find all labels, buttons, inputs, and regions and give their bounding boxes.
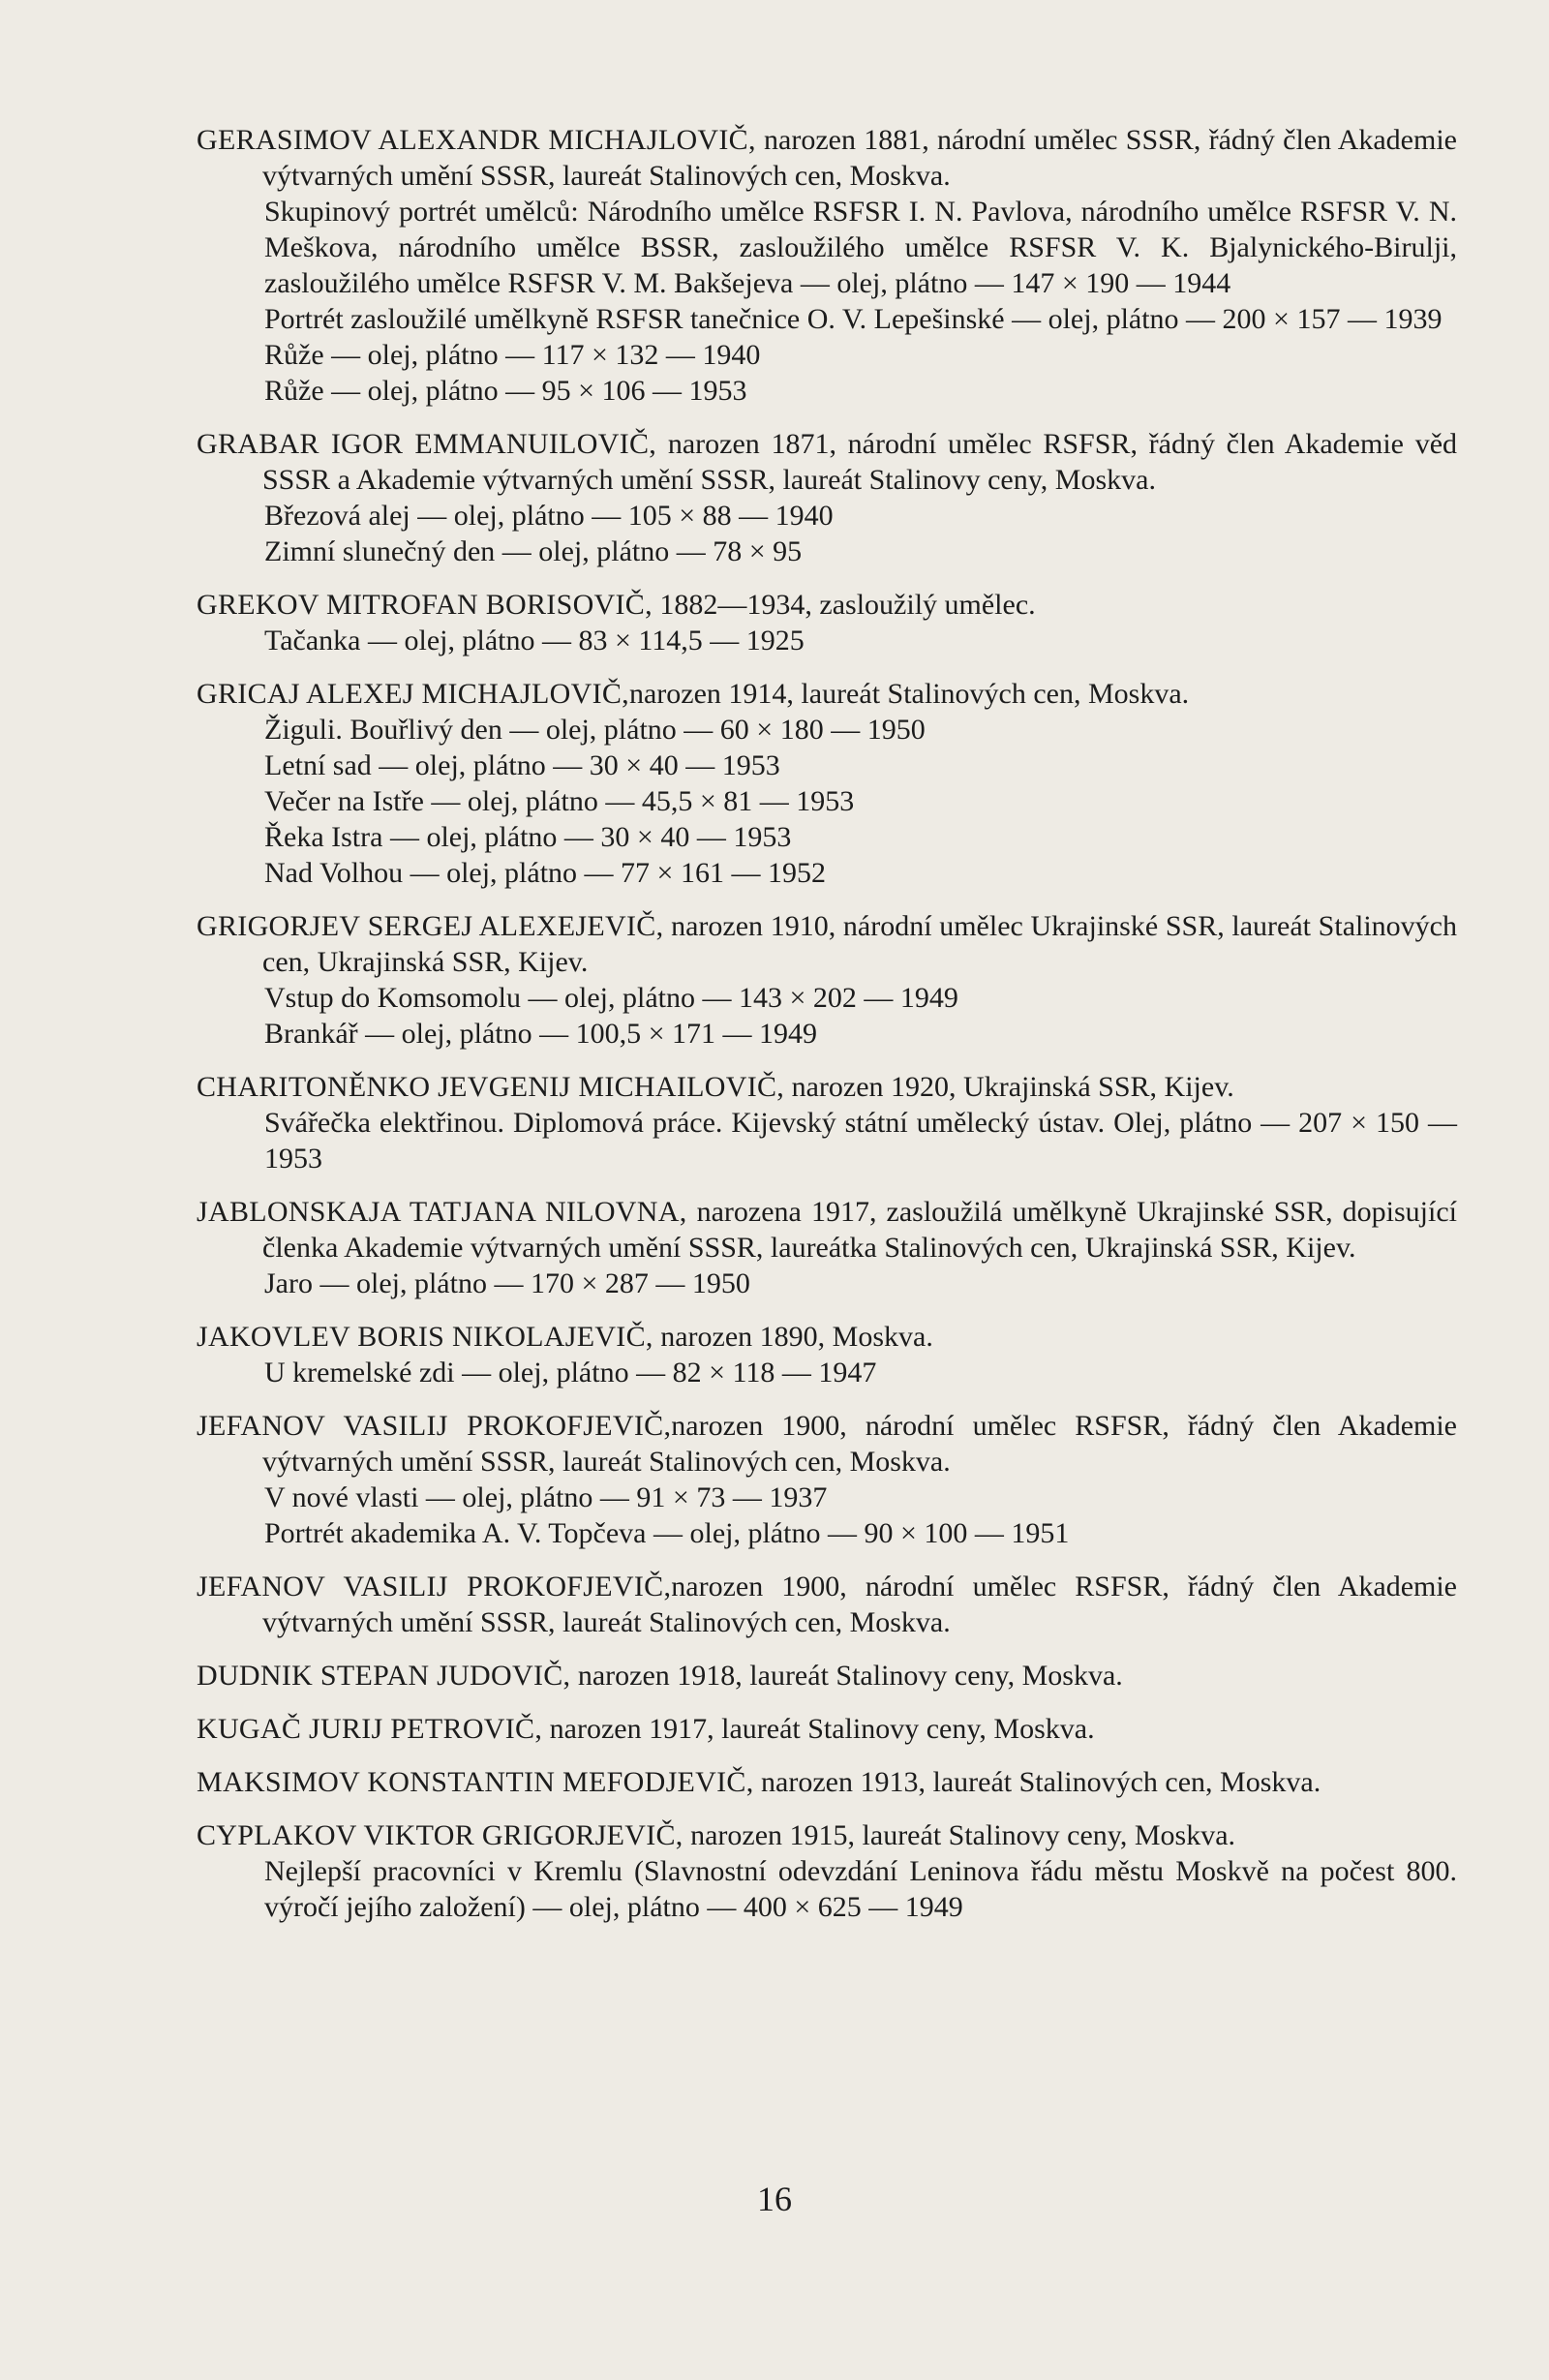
artist-name: CYPLAKOV VIKTOR GRIGORJEVIČ, <box>197 1819 683 1851</box>
artist-name: JEFANOV VASILIJ PROKOFJEVIČ, <box>197 1410 672 1442</box>
artist-info: 1882—1934, zasloužilý umělec. <box>652 589 1036 621</box>
artist-info: narozen 1871, národní umělec RSFSR, řádný člen Akademie věd SSSR a Akademie výtvarných umění SSSR, laureát Stalinovy ceny, Moskva. <box>262 428 1458 496</box>
artist-name: GREKOV MITROFAN BORISOVIČ, <box>197 589 653 621</box>
artwork-line: U kremelské zdi — olej, plátno — 82 × 118 — 1947 <box>264 1357 877 1388</box>
artist-name: GRIGORJEV SERGEJ ALEXEJEVIČ, <box>197 910 664 942</box>
artist-heading <box>197 122 1457 194</box>
artist-entry <box>197 1194 1457 1301</box>
artwork-line: Zimní slunečný den — olej, plátno — 78 × 95 <box>264 535 803 567</box>
artist-info: narozen 1918, laureát Stalinovy ceny, Moskva. <box>570 1660 1123 1692</box>
artist-entry <box>197 1658 1457 1693</box>
artist-entry <box>197 1408 1457 1551</box>
artist-info: narozen 1915, laureát Stalinovy ceny, Moskva. <box>683 1819 1236 1851</box>
artwork-line: Březová alej — olej, plátno — 105 × 88 — 1940 <box>264 500 834 532</box>
artist-entry <box>197 587 1457 658</box>
artwork-line: Portrét zasloužilé umělkyně RSFSR tanečnice O. V. Lepešinské — olej, plátno — 200 × 157 — 1939 <box>264 303 1443 335</box>
artist-name: DUDNIK STEPAN JUDOVIČ, <box>197 1660 571 1692</box>
artwork-line: Brankář — olej, plátno — 100,5 × 171 — 1949 <box>264 1018 818 1050</box>
artwork-line: Skupinový portrét umělců: Národního umělce RSFSR I. N. Pavlova, národního umělce RSFSR V. N. Meškova, národního umělce BSSR, zasloužilého umělce RSFSR V. K. Bjalynického-Birulji, zasloužilého umělce RSFSR V. M. Bakšejeva — olej, plátno — 147 × 190 — 1944 <box>264 196 1457 299</box>
artist-entry <box>197 676 1457 891</box>
artist-heading <box>197 426 1457 498</box>
artist-entry <box>197 908 1457 1052</box>
artist-entry <box>197 1569 1457 1640</box>
artist-name: GRABAR IGOR EMMANUILOVIČ, <box>197 428 657 460</box>
artist-entry <box>197 1817 1457 1925</box>
artist-entry <box>197 1711 1457 1747</box>
artwork-line: Růže — olej, plátno — 117 × 132 — 1940 <box>264 339 761 371</box>
page-number: 16 <box>757 2180 792 2218</box>
artwork-line: Jaro — olej, plátno — 170 × 287 — 1950 <box>264 1267 750 1299</box>
artist-name: JAKOVLEV BORIS NIKOLAJEVIČ, <box>197 1321 653 1353</box>
artist-entry <box>197 1069 1457 1176</box>
artist-name: MAKSIMOV KONSTANTIN MEFODJEVIČ, <box>197 1766 754 1798</box>
artist-name: KUGAČ JURIJ PETROVIČ, <box>197 1713 543 1745</box>
artwork-line: Řeka Istra — olej, plátno — 30 × 40 — 1953 <box>264 821 792 853</box>
artist-heading <box>197 1658 1457 1693</box>
artist-heading <box>197 1569 1457 1640</box>
artist-name: JABLONSKAJA TATJANA NILOVNA, <box>197 1196 687 1228</box>
artist-info: narozen 1920, Ukrajinská SSR, Kijev. <box>784 1071 1234 1103</box>
artwork-line: Vstup do Komsomolu — olej, plátno — 143 × 202 — 1949 <box>264 982 958 1014</box>
artist-info: narozen 1910, národní umělec Ukrajinské SSR, laureát Stalinových cen, Ukrajinská SSR, Kijev. <box>262 910 1457 978</box>
artist-name: GERASIMOV ALEXANDR MICHAJLOVIČ, <box>197 124 756 156</box>
artist-heading <box>197 587 1457 623</box>
artwork-line: Portrét akademika A. V. Topčeva — olej, plátno — 90 × 100 — 1951 <box>264 1517 1070 1549</box>
artwork-line: Večer na Istře — olej, plátno — 45,5 × 81 — 1953 <box>264 785 855 817</box>
artist-info: narozen 1913, laureát Stalinových cen, Moskva. <box>753 1766 1321 1798</box>
artwork-line: V nové vlasti — olej, plátno — 91 × 73 — 1937 <box>264 1481 828 1513</box>
artist-info: narozena 1917, zasloužilá umělkyně Ukrajinské SSR, dopisující členka Akademie výtvarných umění SSSR, laureátka Stalinových cen, Ukrajinská SSR, Kijev. <box>262 1196 1457 1264</box>
artist-info: narozen 1881, národní umělec SSSR, řádný člen Akademie výtvarných umění SSSR, laureát Stalinových cen, Moskva. <box>262 124 1457 192</box>
artist-entry <box>197 122 1457 409</box>
artist-info: narozen 1900, národní umělec RSFSR, řádný člen Akademie výtvarných umění SSSR, laureát Stalinových cen, Moskva. <box>262 1571 1457 1638</box>
artist-info: narozen 1890, Moskva. <box>653 1321 933 1353</box>
artist-heading <box>197 1319 1457 1355</box>
artist-heading <box>197 1408 1457 1480</box>
artist-heading <box>197 676 1457 712</box>
artist-name: CHARITONĚNKO JEVGENIJ MICHAILOVIČ, <box>197 1071 785 1103</box>
artist-entry <box>197 1764 1457 1800</box>
artist-entry <box>197 426 1457 569</box>
artist-heading <box>197 908 1457 980</box>
artist-info: narozen 1917, laureát Stalinovy ceny, Moskva. <box>542 1713 1095 1745</box>
artwork-line: Letní sad — olej, plátno — 30 × 40 — 1953 <box>264 749 780 781</box>
artwork-line: Svářečka elektřinou. Diplomová práce. Kijevský státní umělecký ústav. Olej, plátno — 207 × 150 — 1953 <box>264 1107 1457 1175</box>
artist-heading <box>197 1069 1457 1105</box>
artist-name: GRICAJ ALEXEJ MICHAJLOVIČ, <box>197 678 629 710</box>
artwork-line: Nejlepší pracovníci v Kremlu (Slavnostní odevzdání Leninova řádu městu Moskvě na počest 800. výročí jejího založení) — olej, plátno — 400 × 625 — 1949 <box>264 1855 1457 1923</box>
artist-name: JEFANOV VASILIJ PROKOFJEVIČ, <box>197 1571 672 1602</box>
artist-info: narozen 1914, laureát Stalinových cen, Moskva. <box>628 678 1190 710</box>
artist-list <box>197 122 1457 1942</box>
artist-info: narozen 1900, národní umělec RSFSR, řádný člen Akademie výtvarných umění SSSR, laureát Stalinových cen, Moskva. <box>262 1410 1457 1478</box>
artist-entry <box>197 1319 1457 1390</box>
artist-heading <box>197 1194 1457 1266</box>
artist-heading <box>197 1817 1457 1853</box>
artwork-line: Růže — olej, plátno — 95 × 106 — 1953 <box>264 375 747 407</box>
artwork-line: Nad Volhou — olej, plátno — 77 × 161 — 1952 <box>264 857 826 889</box>
artwork-line: Tačanka — olej, plátno — 83 × 114,5 — 1925 <box>264 625 805 656</box>
artist-heading <box>197 1711 1457 1747</box>
artist-heading <box>197 1764 1457 1800</box>
artwork-line: Žiguli. Bouřlivý den — olej, plátno — 60 × 180 — 1950 <box>264 714 926 746</box>
